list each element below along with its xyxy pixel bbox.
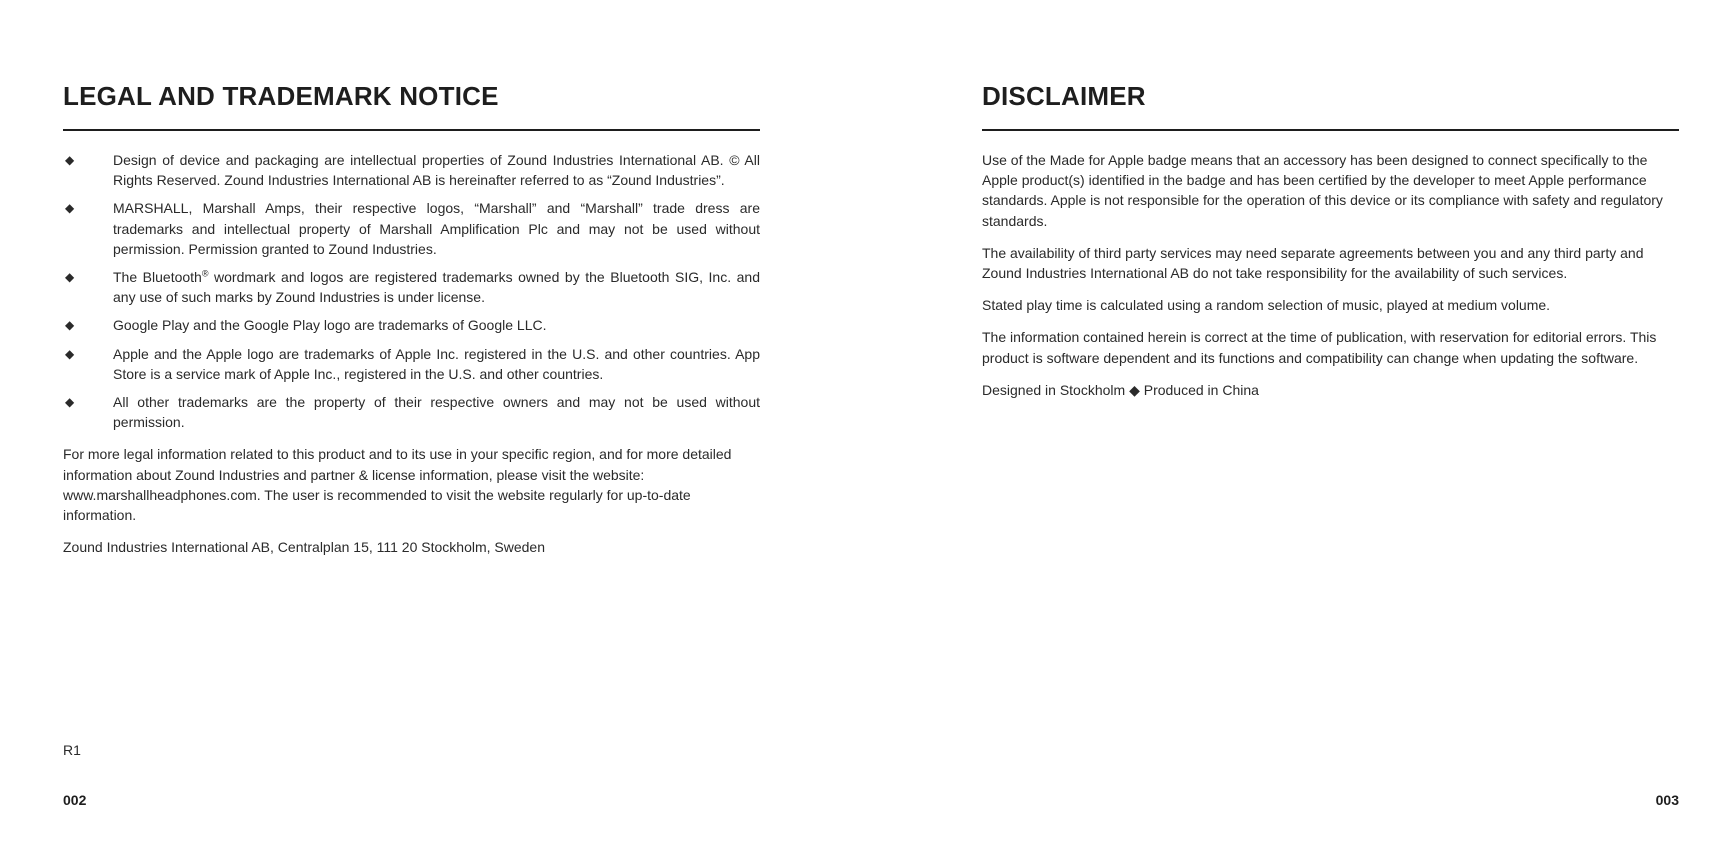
list-item-text-start: The Bluetooth [113,269,202,286]
origin-line: Designed in Stockholm ◆ Produced in China [982,381,1259,398]
list-item [63,150,760,190]
list-item [63,267,760,307]
heading-rule [982,129,1679,131]
bullet-diamond-icon: ◆ [65,395,75,410]
revision-label: R1 [63,742,81,758]
registered-mark: ® [201,268,209,279]
list-item [63,344,760,384]
list-item-text: All other trademarks are the property of their respective owners and may not be used without permission. [113,394,760,431]
apple-badge-paragraph: Use of the Made for Apple badge means that an accessory has been designed to connect specifically to the Apple product(s) identified in the badge and has been certified by the developer to meet Apple performance standards. Apple is not responsible for the operation of this device or its compliance with safety and regulatory standards. [982,152,1663,229]
legal-info-paragraph: For more legal information related to this product and to its use in your specific region, and for more detailed information about Zound Industries and partner & license information, please visit the website: www.marshallheadphones.com. The user is recommended to visit the website regularly for up-to-date information. [63,446,732,524]
trademark-list [63,150,760,432]
list-item-text: Design of device and packaging are intellectual properties of Zound Industries International AB. © All Rights Reserved. Zound Industries International AB is hereinafter referred to as “Zound Industries”. [113,152,760,189]
list-item [63,315,760,335]
list-item [63,198,760,259]
publication-paragraph: The information contained herein is correct at the time of publication, with reservation for editorial errors. This product is software dependent and its functions and compatibility can change when updating the software. [982,329,1657,366]
play-time-paragraph: Stated play time is calculated using a random selection of music, played at medium volume. [982,297,1551,314]
bullet-diamond-icon: ◆ [65,318,75,333]
disclaimer-heading: DISCLAIMER [982,81,1146,111]
bullet-diamond-icon: ◆ [65,201,75,216]
heading-rule [63,129,760,131]
legal-heading: LEGAL AND TRADEMARK NOTICE [63,81,499,111]
list-item [63,392,760,432]
left-page [63,0,760,867]
list-item-text-end: wordmark and logos are registered trademarks owned by the Bluetooth SIG, Inc. and any use of such marks by Zound Industries is under license. [113,269,761,306]
list-item-text: Google Play and the Google Play logo are trademarks of Google LLC. [113,317,547,334]
bullet-diamond-icon: ◆ [65,346,75,361]
list-item-text: Apple and the Apple logo are trademarks of Apple Inc. registered in the U.S. and other countries. App Store is a service mark of Apple Inc., registered in the U.S. and other countries. [113,345,760,382]
bullet-diamond-icon: ◆ [65,153,75,167]
list-item-text: MARSHALL, Marshall Amps, their respective logos, “Marshall” and “Marshall” trade dress are trademarks and intellectual property of Marshall Amplification Plc and may not be used without permission. Permission granted to Zound Industries. [113,200,760,257]
right-page [982,0,1679,867]
page-number-right: 003 [1655,792,1679,808]
disclaimer-content [982,150,1679,412]
bullet-diamond-icon: ◆ [65,270,75,285]
legal-content [63,150,760,569]
page-number-left: 002 [63,792,87,808]
third-party-paragraph: The availability of third party services may need separate agreements between you and any third party and Zound Industries International AB do not take responsibility for the availability of such services. [982,244,1644,282]
company-address: Zound Industries International AB, Centralplan 15, 111 20 Stockholm, Sweden [63,539,546,556]
